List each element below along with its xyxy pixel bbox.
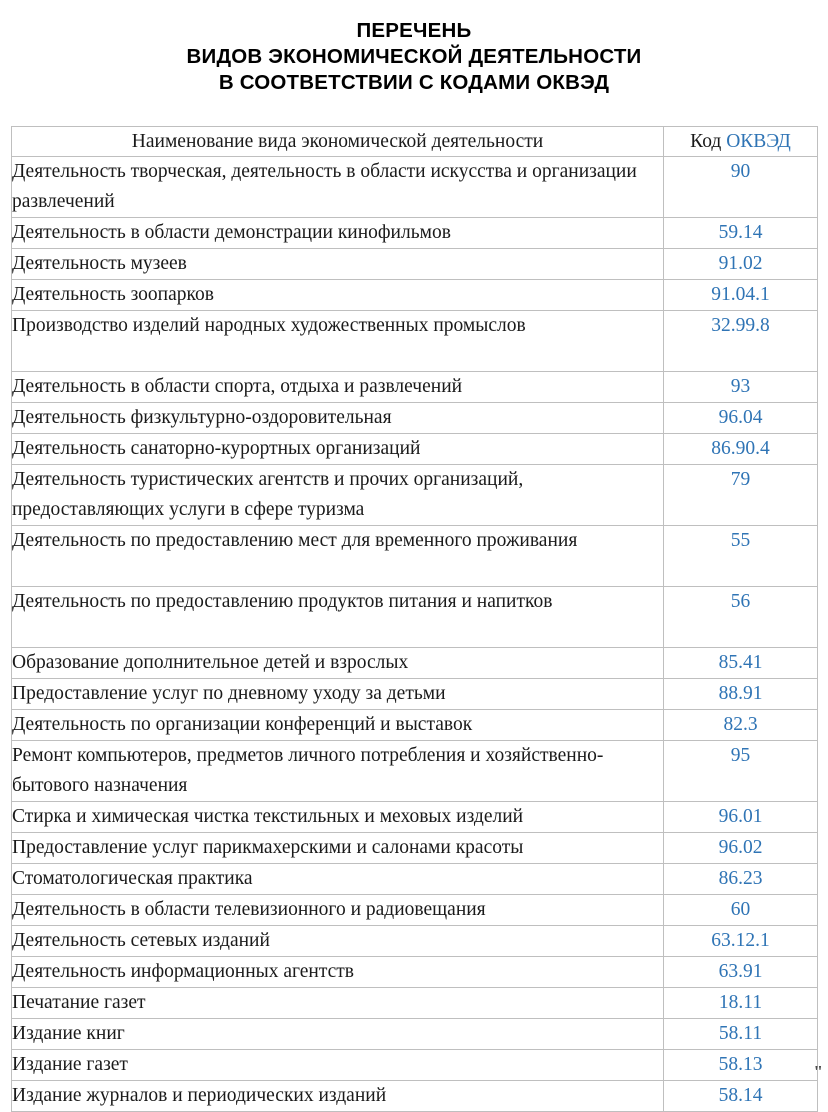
activity-name-cell: Предоставление услуг по дневному уходу за детьми [12, 679, 664, 710]
column-header-code-prefix: Код [690, 131, 722, 152]
activity-name-cell: Стоматологическая практика [12, 864, 664, 895]
table-row [12, 679, 818, 710]
activity-name-cell: Деятельность информационных агентств [12, 957, 664, 988]
activity-name-cell: Деятельность в области телевизионного и радиовещания [12, 895, 664, 926]
activity-name-cell: Деятельность физкультурно-оздоровительная [12, 403, 664, 434]
okved-code-cell: 82.3 [664, 710, 818, 741]
activity-name-cell: Образование дополнительное детей и взрослых [12, 648, 664, 679]
activity-name-cell: Издание газет [12, 1050, 664, 1081]
table-header [12, 127, 818, 157]
activity-name-cell: Печатание газет [12, 988, 664, 1019]
table-row [12, 311, 818, 372]
table-row [12, 1019, 818, 1050]
okved-code-cell: 85.41 [664, 648, 818, 679]
activity-name-cell: Производство изделий народных художественных промыслов [12, 311, 664, 372]
table-row [12, 280, 818, 311]
table-row [12, 218, 818, 249]
okved-code-cell: 63.91 [664, 957, 818, 988]
okved-code-cell: 96.02 [664, 833, 818, 864]
okved-table [11, 126, 818, 1112]
table-row [12, 710, 818, 741]
table-row [12, 465, 818, 526]
table-row [12, 802, 818, 833]
okved-code-cell: 88.91 [664, 679, 818, 710]
activity-name-cell: Деятельность туристических агентств и прочих организаций, предоставляющих услуги в сфере туризма [12, 465, 664, 526]
okved-code-cell: 59.14 [664, 218, 818, 249]
okved-code-cell: 58.14 [664, 1081, 818, 1112]
page-title-line-2: ВИДОВ ЭКОНОМИЧЕСКОЙ ДЕЯТЕЛЬНОСТИ [186, 45, 642, 68]
table-row [12, 957, 818, 988]
activity-name-cell: Деятельность санаторно-курортных организаций [12, 434, 664, 465]
okved-code-cell: 93 [664, 372, 818, 403]
okved-code-cell: 96.01 [664, 802, 818, 833]
okved-code-cell: 58.11 [664, 1019, 818, 1050]
table-row [12, 587, 818, 648]
table-row [12, 249, 818, 280]
activity-name-cell: Деятельность в области спорта, отдыха и развлечений [12, 372, 664, 403]
table-row [12, 157, 818, 218]
activity-name-cell: Издание журналов и периодических изданий [12, 1081, 664, 1112]
okved-code-cell: 58.13 [664, 1050, 818, 1081]
activity-name-cell: Деятельность сетевых изданий [12, 926, 664, 957]
okved-code-cell: 96.04 [664, 403, 818, 434]
okved-code-cell: 18.11 [664, 988, 818, 1019]
activity-name-cell: Предоставление услуг парикмахерскими и салонами красоты [12, 833, 664, 864]
activity-name-cell: Деятельность по предоставлению мест для временного проживания [12, 526, 664, 587]
column-header-activity-name: Наименование вида экономической деятельности [12, 127, 664, 157]
table-row [12, 1081, 818, 1112]
table-row [12, 988, 818, 1019]
activity-name-cell: Деятельность зоопарков [12, 280, 664, 311]
okved-table-container [11, 126, 817, 1112]
activity-name-cell: Деятельность музеев [12, 249, 664, 280]
okved-code-cell: 63.12.1 [664, 926, 818, 957]
table-row [12, 864, 818, 895]
activity-name-cell: Издание книг [12, 1019, 664, 1050]
okved-code-cell: 56 [664, 587, 818, 648]
table-row [12, 895, 818, 926]
column-header-code-suffix: ОКВЭД [726, 131, 791, 152]
okved-code-cell: 60 [664, 895, 818, 926]
page-title-line-3: В СООТВЕТСТВИИ С КОДАМИ ОКВЭД [218, 71, 610, 94]
okved-code-cell: 91.02 [664, 249, 818, 280]
activity-name-cell: Стирка и химическая чистка текстильных и меховых изделий [12, 802, 664, 833]
table-row [12, 833, 818, 864]
table-body [12, 157, 818, 1112]
table-row [12, 648, 818, 679]
table-row [12, 403, 818, 434]
activity-name-cell: Деятельность по предоставлению продуктов питания и напитков [12, 587, 664, 648]
activity-name-cell: Деятельность по организации конференций и выставок [12, 710, 664, 741]
table-header-row [12, 127, 818, 157]
okved-code-cell: 90 [664, 157, 818, 218]
okved-code-cell: 32.99.8 [664, 311, 818, 372]
table-row [12, 372, 818, 403]
table-row [12, 926, 818, 957]
okved-code-cell: 95 [664, 741, 818, 802]
activity-name-cell: Ремонт компьютеров, предметов личного потребления и хозяйственно-бытового назначения [12, 741, 664, 802]
okved-code-cell: 55 [664, 526, 818, 587]
table-row [12, 526, 818, 587]
okved-code-cell: 91.04.1 [664, 280, 818, 311]
page-title [0, 0, 828, 96]
corner-quote-artifact: " [813, 1062, 823, 1081]
activity-name-cell: Деятельность в области демонстрации кинофильмов [12, 218, 664, 249]
activity-name-cell: Деятельность творческая, деятельность в области искусства и организации развлечений [12, 157, 664, 218]
column-header-okved-code [664, 127, 818, 157]
okved-code-cell: 86.90.4 [664, 434, 818, 465]
okved-code-cell: 86.23 [664, 864, 818, 895]
okved-code-cell: 79 [664, 465, 818, 526]
table-row [12, 434, 818, 465]
table-row [12, 741, 818, 802]
page-title-line-1: ПЕРЕЧЕНЬ [356, 19, 472, 42]
